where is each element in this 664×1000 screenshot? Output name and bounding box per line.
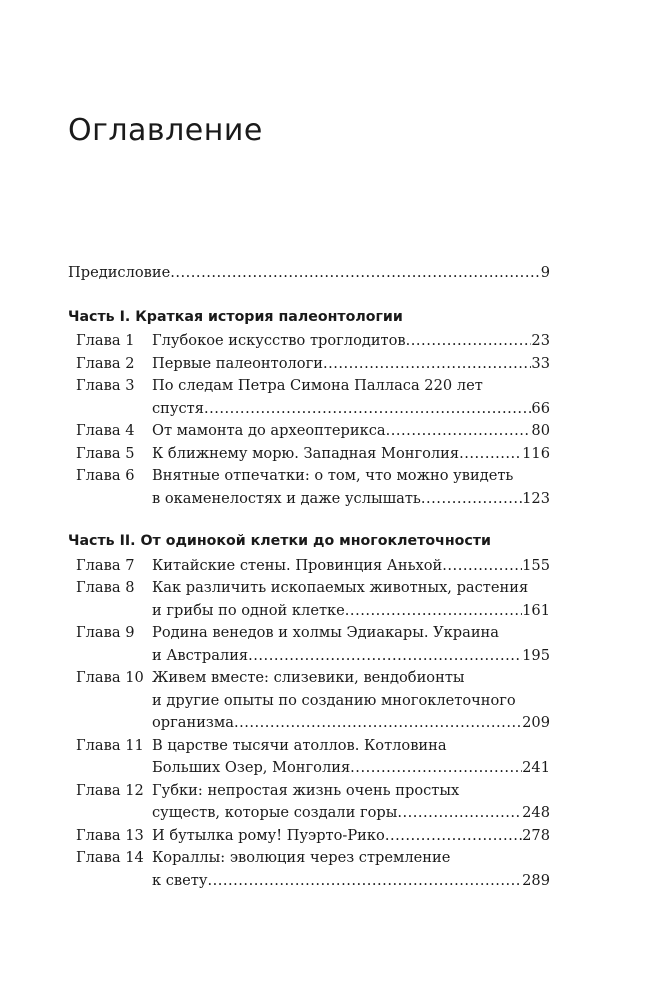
chapter-label: Глава 4 bbox=[76, 422, 135, 439]
chapter-label: Глава 13 bbox=[76, 826, 144, 844]
chapter-title-text: и грибы по одной клетке bbox=[152, 601, 345, 619]
toc-page-number: 289 bbox=[522, 871, 550, 889]
chapter-title-block bbox=[152, 847, 550, 892]
chapter-title-text: Как различить ископаемых животных, растения bbox=[152, 579, 529, 596]
chapter-title-line bbox=[152, 353, 550, 376]
toc-entry[interactable] bbox=[68, 825, 550, 848]
chapter-title-text: организма bbox=[152, 714, 234, 731]
chapter-title-line bbox=[152, 667, 550, 690]
toc-entry[interactable] bbox=[68, 353, 550, 376]
chapter-title-block bbox=[152, 622, 550, 667]
dot-leader bbox=[345, 600, 522, 623]
toc-part-section bbox=[68, 306, 550, 511]
toc-entry[interactable] bbox=[68, 577, 550, 622]
dot-leader bbox=[421, 488, 522, 511]
chapter-title-block bbox=[152, 825, 550, 848]
chapter-title-text: Глубокое искусство троглодитов bbox=[152, 332, 406, 349]
dot-leader bbox=[234, 712, 522, 735]
chapter-label: Глава 8 bbox=[76, 579, 135, 596]
toc-entry[interactable] bbox=[68, 847, 550, 892]
toc-entry[interactable] bbox=[68, 443, 550, 466]
chapter-title-line bbox=[152, 735, 550, 758]
toc-entry[interactable] bbox=[68, 555, 550, 578]
chapter-title-block bbox=[152, 420, 550, 443]
toc-page-number: 155 bbox=[522, 556, 550, 574]
chapter-title-line bbox=[152, 577, 550, 600]
dot-leader bbox=[397, 802, 522, 825]
dot-leader bbox=[204, 398, 531, 421]
chapter-title-text: По следам Петра Симона Палласа 220 лет bbox=[152, 377, 483, 394]
page-title: Оглавление bbox=[68, 113, 263, 148]
chapter-title-block bbox=[152, 443, 550, 466]
chapter-label: Глава 7 bbox=[76, 556, 135, 574]
chapter-title-text: Родина венедов и холмы Эдиакары. Украина bbox=[152, 624, 499, 641]
chapter-title-line bbox=[152, 398, 550, 421]
chapter-title-line bbox=[152, 443, 550, 466]
chapter-title-line bbox=[152, 488, 550, 511]
dot-leader bbox=[442, 555, 522, 578]
dot-leader bbox=[170, 262, 540, 285]
chapter-title-text: Кораллы: эволюция через стремление bbox=[152, 849, 451, 866]
toc-page-number: 116 bbox=[522, 444, 550, 462]
chapter-title-line bbox=[152, 622, 550, 645]
chapter-title-block bbox=[152, 735, 550, 780]
toc-page-number: 33 bbox=[531, 354, 550, 372]
chapter-title-text: Китайские стены. Провинция Аньхой bbox=[152, 556, 443, 574]
toc-page-number: 9 bbox=[540, 264, 550, 281]
toc-page-number: 241 bbox=[522, 759, 550, 776]
toc-page-number: 66 bbox=[531, 399, 550, 417]
chapter-title-line bbox=[152, 757, 550, 780]
chapter-label: Глава 9 bbox=[76, 624, 135, 641]
chapter-title-line bbox=[152, 870, 550, 893]
dot-leader bbox=[385, 825, 522, 848]
toc-entry[interactable] bbox=[68, 667, 550, 735]
chapter-title-line bbox=[152, 825, 550, 848]
chapter-title-text: и Австралия bbox=[152, 646, 249, 664]
chapter-title-line bbox=[152, 802, 550, 825]
chapter-title-line bbox=[152, 465, 550, 488]
chapter-title-line bbox=[152, 555, 550, 578]
toc-page-number: 195 bbox=[522, 646, 550, 664]
toc-entry[interactable] bbox=[68, 375, 550, 420]
dot-leader bbox=[406, 330, 532, 353]
chapter-title-text: От мамонта до археоптерикса bbox=[152, 422, 386, 439]
toc-entry[interactable] bbox=[68, 465, 550, 510]
table-of-contents bbox=[68, 262, 550, 892]
chapter-title-line bbox=[152, 847, 550, 870]
chapter-title-text: Живем вместе: слизевики, вендобионты bbox=[152, 669, 465, 686]
toc-entry-preface[interactable] bbox=[68, 262, 550, 285]
toc-entry[interactable] bbox=[68, 780, 550, 825]
toc-page-number: 161 bbox=[522, 601, 550, 619]
chapter-label: Глава 14 bbox=[76, 849, 144, 866]
chapter-title-line bbox=[152, 330, 550, 353]
part-heading: Часть I. Краткая история палеонтологии bbox=[68, 308, 403, 325]
toc-page-number: 23 bbox=[531, 332, 550, 349]
toc-page-number: 248 bbox=[522, 804, 550, 821]
chapter-title-line bbox=[152, 420, 550, 443]
chapter-title-text: К ближнему морю. Западная Монголия bbox=[152, 444, 460, 462]
chapter-label: Глава 5 bbox=[76, 444, 135, 462]
toc-page-number: 123 bbox=[522, 489, 550, 507]
chapter-title-block bbox=[152, 667, 550, 735]
toc-entry[interactable] bbox=[68, 420, 550, 443]
chapter-title-block bbox=[152, 780, 550, 825]
chapter-title-text: Больших Озер, Монголия bbox=[152, 759, 351, 776]
dot-leader bbox=[323, 353, 531, 376]
dot-leader bbox=[248, 645, 522, 668]
chapter-title-text: и другие опыты по созданию многоклеточного bbox=[152, 691, 516, 709]
chapter-title-block bbox=[152, 353, 550, 376]
chapter-title-line bbox=[152, 780, 550, 803]
chapter-title-text: спустя bbox=[152, 399, 204, 417]
chapter-title-line bbox=[152, 690, 550, 713]
chapter-label: Глава 12 bbox=[76, 781, 144, 799]
chapter-title-text: Первые палеонтологи bbox=[152, 354, 323, 372]
part-heading: Часть II. От одинокой клетки до многоклеточности bbox=[68, 533, 491, 549]
chapter-title-text: Внятные отпечатки: о том, что можно увидеть bbox=[152, 467, 514, 484]
chapter-title-text: в окаменелостях и даже услышать bbox=[152, 489, 421, 507]
dot-leader bbox=[207, 870, 522, 893]
chapter-title-text: существ, которые создали горы bbox=[152, 804, 398, 821]
chapter-title-block bbox=[152, 330, 550, 353]
toc-parts bbox=[68, 306, 550, 893]
dot-leader bbox=[386, 420, 532, 443]
toc-entry[interactable] bbox=[68, 330, 550, 353]
chapter-title-text: В царстве тысячи атоллов. Котловина bbox=[152, 736, 447, 754]
toc-entry[interactable] bbox=[68, 735, 550, 780]
chapter-title-line bbox=[152, 645, 550, 668]
chapter-title-line bbox=[152, 712, 550, 735]
chapter-title-line bbox=[152, 600, 550, 623]
toc-part-section bbox=[68, 530, 550, 892]
chapter-label: Глава 1 bbox=[76, 332, 135, 349]
chapter-title-block bbox=[152, 465, 550, 510]
chapter-title-line bbox=[152, 375, 550, 398]
toc-page-number: 278 bbox=[522, 826, 550, 844]
chapter-title-text: И бутылка рому! Пуэрто-Рико bbox=[152, 826, 385, 844]
chapter-label: Глава 3 bbox=[76, 377, 135, 394]
toc-page-number: 80 bbox=[531, 422, 550, 439]
dot-leader bbox=[350, 757, 522, 780]
chapter-label: Глава 11 bbox=[76, 736, 144, 754]
chapter-title-block bbox=[152, 577, 550, 622]
chapter-title-text: Губки: непростая жизнь очень простых bbox=[152, 781, 460, 799]
chapter-label: Глава 2 bbox=[76, 354, 135, 372]
chapter-label: Глава 10 bbox=[76, 669, 144, 686]
dot-leader bbox=[459, 443, 522, 466]
toc-entry-title: Предисловие bbox=[68, 264, 171, 281]
chapter-label: Глава 6 bbox=[76, 467, 135, 484]
toc-page-number: 209 bbox=[522, 714, 550, 731]
chapter-title-block bbox=[152, 555, 550, 578]
toc-entry[interactable] bbox=[68, 622, 550, 667]
chapter-title-text: к свету bbox=[152, 871, 208, 889]
chapter-title-block bbox=[152, 375, 550, 420]
